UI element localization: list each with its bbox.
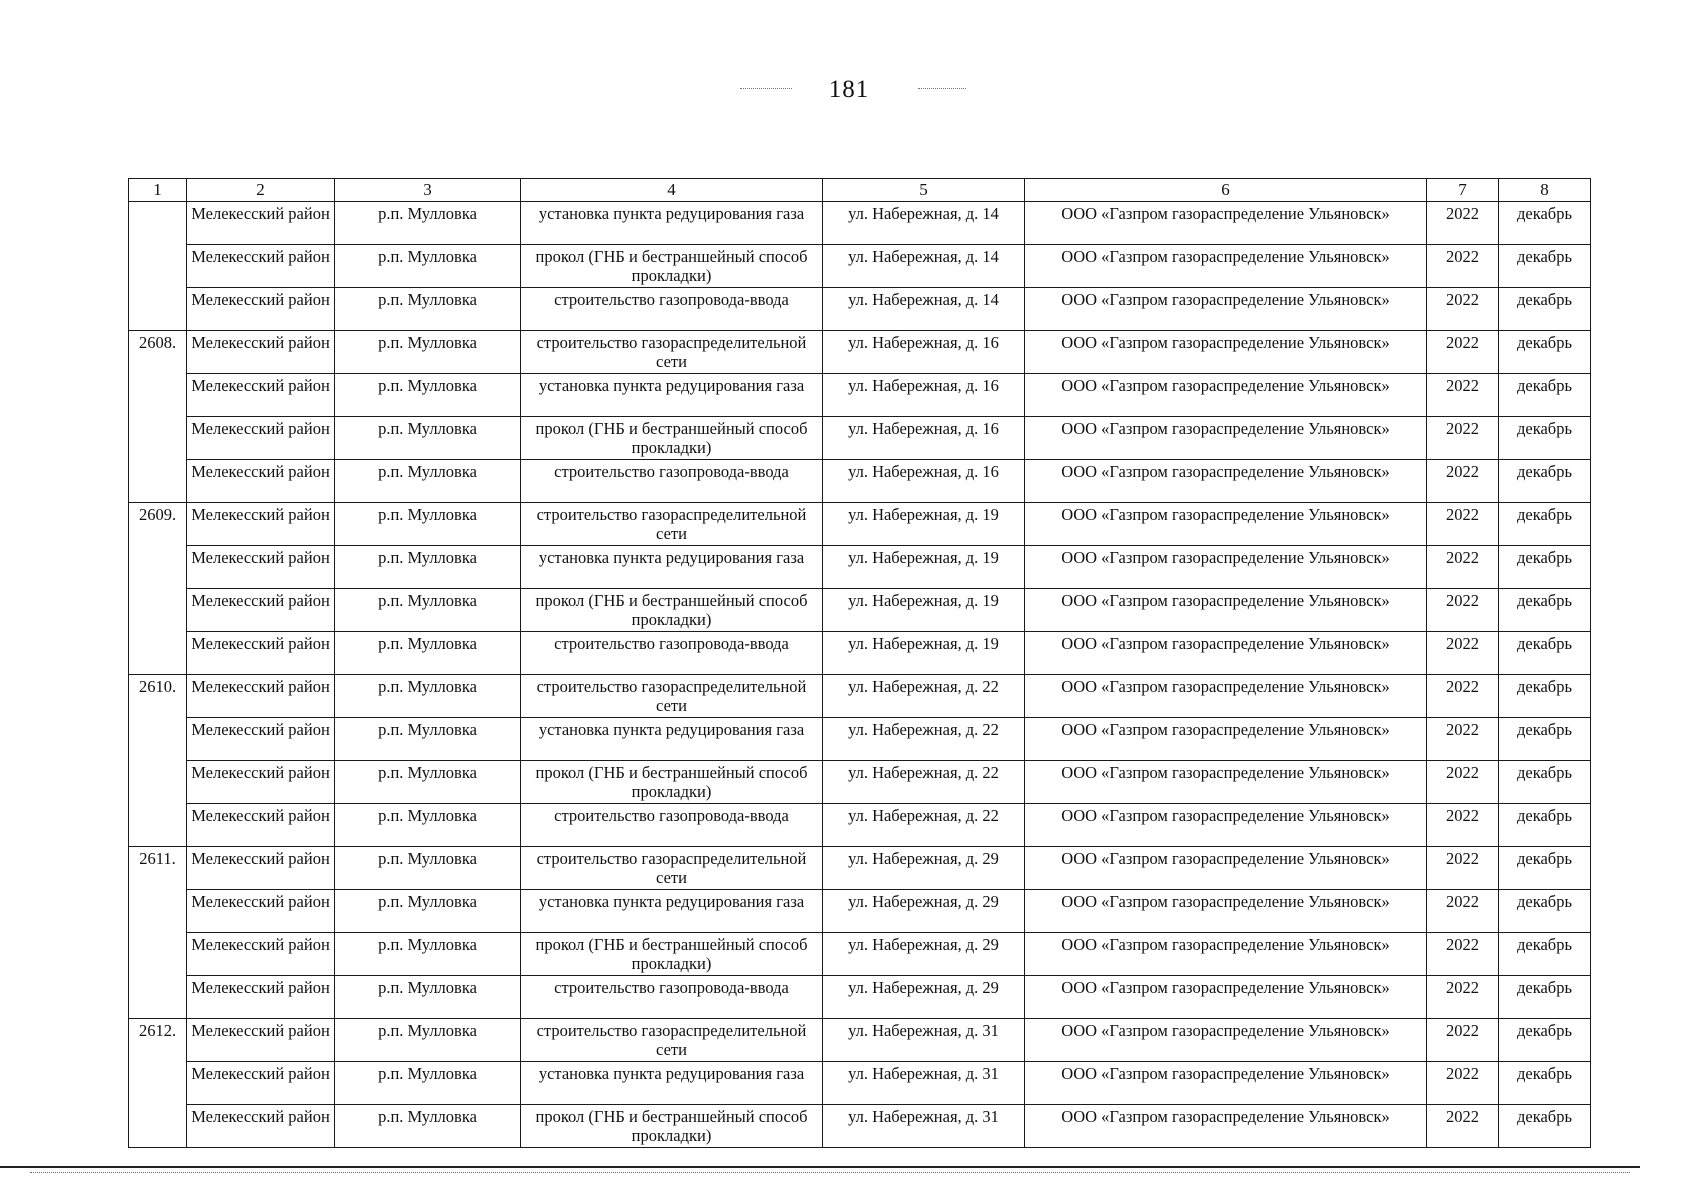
year-cell: 2022 <box>1427 976 1499 1019</box>
year-cell: 2022 <box>1427 933 1499 976</box>
month-cell: декабрь <box>1499 890 1591 933</box>
work-type-cell: строительство газораспределительной сети <box>521 503 823 546</box>
settlement-cell: р.п. Мулловка <box>335 202 521 245</box>
year-cell: 2022 <box>1427 718 1499 761</box>
work-type-cell: прокол (ГНБ и бестраншейный способ прокладки) <box>521 933 823 976</box>
row-number-cell <box>129 417 187 460</box>
work-type-cell: строительство газопровода-ввода <box>521 976 823 1019</box>
address-cell: ул. Набережная, д. 31 <box>823 1019 1025 1062</box>
year-cell: 2022 <box>1427 675 1499 718</box>
work-type-cell: строительство газопровода-ввода <box>521 460 823 503</box>
district-cell: Мелекесский район <box>187 1062 335 1105</box>
address-cell: ул. Набережная, д. 22 <box>823 761 1025 804</box>
work-type-cell: строительство газопровода-ввода <box>521 288 823 331</box>
district-cell: Мелекесский район <box>187 847 335 890</box>
month-cell: декабрь <box>1499 675 1591 718</box>
table-row <box>129 675 1591 718</box>
district-cell: Мелекесский район <box>187 331 335 374</box>
row-number-cell: 2612. <box>129 1019 187 1062</box>
year-cell: 2022 <box>1427 288 1499 331</box>
column-header: 5 <box>823 179 1025 202</box>
year-cell: 2022 <box>1427 761 1499 804</box>
row-number-cell <box>129 933 187 976</box>
district-cell: Мелекесский район <box>187 202 335 245</box>
row-number-cell <box>129 1062 187 1105</box>
row-number-cell <box>129 804 187 847</box>
organization-cell: ООО «Газпром газораспределение Ульяновск» <box>1025 675 1427 718</box>
organization-cell: ООО «Газпром газораспределение Ульяновск» <box>1025 374 1427 417</box>
month-cell: декабрь <box>1499 718 1591 761</box>
table-row <box>129 331 1591 374</box>
settlement-cell: р.п. Мулловка <box>335 546 521 589</box>
organization-cell: ООО «Газпром газораспределение Ульяновск» <box>1025 718 1427 761</box>
district-cell: Мелекесский район <box>187 804 335 847</box>
organization-cell: ООО «Газпром газораспределение Ульяновск» <box>1025 331 1427 374</box>
row-number-cell <box>129 976 187 1019</box>
row-number-cell <box>129 460 187 503</box>
district-cell: Мелекесский район <box>187 374 335 417</box>
settlement-cell: р.п. Мулловка <box>335 804 521 847</box>
month-cell: декабрь <box>1499 288 1591 331</box>
work-type-cell: установка пункта редуцирования газа <box>521 546 823 589</box>
column-header: 2 <box>187 179 335 202</box>
work-type-cell: строительство газораспределительной сети <box>521 847 823 890</box>
table-row <box>129 847 1591 890</box>
district-cell: Мелекесский район <box>187 460 335 503</box>
settlement-cell: р.п. Мулловка <box>335 288 521 331</box>
page-number: 181 <box>828 76 870 103</box>
address-cell: ул. Набережная, д. 22 <box>823 718 1025 761</box>
organization-cell: ООО «Газпром газораспределение Ульяновск» <box>1025 589 1427 632</box>
address-cell: ул. Набережная, д. 16 <box>823 374 1025 417</box>
row-number-cell <box>129 546 187 589</box>
gasification-table <box>128 178 1591 1148</box>
month-cell: декабрь <box>1499 331 1591 374</box>
district-cell: Мелекесский район <box>187 1105 335 1148</box>
table-body <box>129 202 1591 1148</box>
year-cell: 2022 <box>1427 804 1499 847</box>
month-cell: декабрь <box>1499 589 1591 632</box>
table-row <box>129 1062 1591 1105</box>
settlement-cell: р.п. Мулловка <box>335 589 521 632</box>
year-cell: 2022 <box>1427 546 1499 589</box>
district-cell: Мелекесский район <box>187 632 335 675</box>
settlement-cell: р.п. Мулловка <box>335 331 521 374</box>
address-cell: ул. Набережная, д. 14 <box>823 202 1025 245</box>
district-cell: Мелекесский район <box>187 718 335 761</box>
work-type-cell: прокол (ГНБ и бестраншейный способ прокладки) <box>521 417 823 460</box>
settlement-cell: р.п. Мулловка <box>335 1062 521 1105</box>
organization-cell: ООО «Газпром газораспределение Ульяновск» <box>1025 804 1427 847</box>
table-row <box>129 460 1591 503</box>
row-number-cell <box>129 1105 187 1148</box>
table-row <box>129 933 1591 976</box>
year-cell: 2022 <box>1427 245 1499 288</box>
table-row <box>129 890 1591 933</box>
month-cell: декабрь <box>1499 847 1591 890</box>
column-header: 4 <box>521 179 823 202</box>
district-cell: Мелекесский район <box>187 1019 335 1062</box>
column-header: 7 <box>1427 179 1499 202</box>
district-cell: Мелекесский район <box>187 890 335 933</box>
year-cell: 2022 <box>1427 374 1499 417</box>
table-header-row <box>129 179 1591 202</box>
organization-cell: ООО «Газпром газораспределение Ульяновск» <box>1025 503 1427 546</box>
settlement-cell: р.п. Мулловка <box>335 761 521 804</box>
row-number-cell <box>129 202 187 245</box>
month-cell: декабрь <box>1499 1019 1591 1062</box>
district-cell: Мелекесский район <box>187 761 335 804</box>
settlement-cell: р.п. Мулловка <box>335 933 521 976</box>
organization-cell: ООО «Газпром газораспределение Ульяновск» <box>1025 976 1427 1019</box>
organization-cell: ООО «Газпром газораспределение Ульяновск» <box>1025 632 1427 675</box>
organization-cell: ООО «Газпром газораспределение Ульяновск» <box>1025 890 1427 933</box>
district-cell: Мелекесский район <box>187 933 335 976</box>
column-header: 3 <box>335 179 521 202</box>
organization-cell: ООО «Газпром газораспределение Ульяновск» <box>1025 460 1427 503</box>
row-number-cell: 2608. <box>129 331 187 374</box>
address-cell: ул. Набережная, д. 22 <box>823 804 1025 847</box>
table-row <box>129 761 1591 804</box>
bottom-rule-dotted <box>30 1172 1630 1173</box>
settlement-cell: р.п. Мулловка <box>335 847 521 890</box>
month-cell: декабрь <box>1499 933 1591 976</box>
organization-cell: ООО «Газпром газораспределение Ульяновск» <box>1025 202 1427 245</box>
organization-cell: ООО «Газпром газораспределение Ульяновск» <box>1025 1062 1427 1105</box>
bottom-rule <box>0 1166 1640 1168</box>
address-cell: ул. Набережная, д. 29 <box>823 976 1025 1019</box>
work-type-cell: строительство газораспределительной сети <box>521 331 823 374</box>
row-number-cell <box>129 718 187 761</box>
year-cell: 2022 <box>1427 890 1499 933</box>
year-cell: 2022 <box>1427 331 1499 374</box>
district-cell: Мелекесский район <box>187 417 335 460</box>
work-type-cell: прокол (ГНБ и бестраншейный способ прокладки) <box>521 761 823 804</box>
row-number-cell <box>129 632 187 675</box>
month-cell: декабрь <box>1499 546 1591 589</box>
month-cell: декабрь <box>1499 374 1591 417</box>
table-row <box>129 976 1591 1019</box>
table-row <box>129 503 1591 546</box>
year-cell: 2022 <box>1427 1062 1499 1105</box>
district-cell: Мелекесский район <box>187 503 335 546</box>
year-cell: 2022 <box>1427 1019 1499 1062</box>
month-cell: декабрь <box>1499 503 1591 546</box>
year-cell: 2022 <box>1427 202 1499 245</box>
address-cell: ул. Набережная, д. 14 <box>823 245 1025 288</box>
year-cell: 2022 <box>1427 632 1499 675</box>
work-type-cell: строительство газопровода-ввода <box>521 804 823 847</box>
table-row <box>129 245 1591 288</box>
address-cell: ул. Набережная, д. 31 <box>823 1062 1025 1105</box>
settlement-cell: р.п. Мулловка <box>335 503 521 546</box>
year-cell: 2022 <box>1427 847 1499 890</box>
organization-cell: ООО «Газпром газораспределение Ульяновск» <box>1025 761 1427 804</box>
month-cell: декабрь <box>1499 460 1591 503</box>
table-row <box>129 417 1591 460</box>
row-number-cell: 2611. <box>129 847 187 890</box>
table-row <box>129 288 1591 331</box>
column-header: 6 <box>1025 179 1427 202</box>
year-cell: 2022 <box>1427 1105 1499 1148</box>
row-number-cell: 2610. <box>129 675 187 718</box>
settlement-cell: р.п. Мулловка <box>335 718 521 761</box>
settlement-cell: р.п. Мулловка <box>335 675 521 718</box>
row-number-cell <box>129 761 187 804</box>
table-row <box>129 718 1591 761</box>
settlement-cell: р.п. Мулловка <box>335 976 521 1019</box>
settlement-cell: р.п. Мулловка <box>335 890 521 933</box>
year-cell: 2022 <box>1427 503 1499 546</box>
table-row <box>129 589 1591 632</box>
work-type-cell: установка пункта редуцирования газа <box>521 374 823 417</box>
address-cell: ул. Набережная, д. 19 <box>823 546 1025 589</box>
district-cell: Мелекесский район <box>187 288 335 331</box>
table-row <box>129 804 1591 847</box>
settlement-cell: р.п. Мулловка <box>335 374 521 417</box>
month-cell: декабрь <box>1499 804 1591 847</box>
address-cell: ул. Набережная, д. 29 <box>823 847 1025 890</box>
row-number-cell <box>129 245 187 288</box>
address-cell: ул. Набережная, д. 29 <box>823 890 1025 933</box>
work-type-cell: строительство газопровода-ввода <box>521 632 823 675</box>
district-cell: Мелекесский район <box>187 976 335 1019</box>
scan-artifact-right <box>918 88 966 91</box>
row-number-cell <box>129 589 187 632</box>
settlement-cell: р.п. Мулловка <box>335 245 521 288</box>
organization-cell: ООО «Газпром газораспределение Ульяновск» <box>1025 288 1427 331</box>
year-cell: 2022 <box>1427 589 1499 632</box>
table-row <box>129 632 1591 675</box>
settlement-cell: р.п. Мулловка <box>335 1019 521 1062</box>
month-cell: декабрь <box>1499 417 1591 460</box>
month-cell: декабрь <box>1499 1062 1591 1105</box>
settlement-cell: р.п. Мулловка <box>335 632 521 675</box>
address-cell: ул. Набережная, д. 19 <box>823 503 1025 546</box>
organization-cell: ООО «Газпром газораспределение Ульяновск» <box>1025 1019 1427 1062</box>
month-cell: декабрь <box>1499 245 1591 288</box>
organization-cell: ООО «Газпром газораспределение Ульяновск» <box>1025 546 1427 589</box>
address-cell: ул. Набережная, д. 16 <box>823 331 1025 374</box>
district-cell: Мелекесский район <box>187 589 335 632</box>
work-type-cell: установка пункта редуцирования газа <box>521 890 823 933</box>
organization-cell: ООО «Газпром газораспределение Ульяновск» <box>1025 417 1427 460</box>
month-cell: декабрь <box>1499 632 1591 675</box>
column-header: 1 <box>129 179 187 202</box>
row-number-cell <box>129 890 187 933</box>
work-type-cell: установка пункта редуцирования газа <box>521 718 823 761</box>
scan-artifact-left <box>740 88 792 91</box>
work-type-cell: прокол (ГНБ и бестраншейный способ прокладки) <box>521 1105 823 1148</box>
address-cell: ул. Набережная, д. 14 <box>823 288 1025 331</box>
month-cell: декабрь <box>1499 1105 1591 1148</box>
work-type-cell: установка пункта редуцирования газа <box>521 202 823 245</box>
table-row <box>129 374 1591 417</box>
district-cell: Мелекесский район <box>187 245 335 288</box>
address-cell: ул. Набережная, д. 16 <box>823 460 1025 503</box>
address-cell: ул. Набережная, д. 19 <box>823 589 1025 632</box>
address-cell: ул. Набережная, д. 22 <box>823 675 1025 718</box>
settlement-cell: р.п. Мулловка <box>335 460 521 503</box>
work-type-cell: прокол (ГНБ и бестраншейный способ прокладки) <box>521 245 823 288</box>
district-cell: Мелекесский район <box>187 675 335 718</box>
month-cell: декабрь <box>1499 761 1591 804</box>
organization-cell: ООО «Газпром газораспределение Ульяновск» <box>1025 245 1427 288</box>
address-cell: ул. Набережная, д. 31 <box>823 1105 1025 1148</box>
table-row <box>129 546 1591 589</box>
settlement-cell: р.п. Мулловка <box>335 1105 521 1148</box>
year-cell: 2022 <box>1427 460 1499 503</box>
work-type-cell: строительство газораспределительной сети <box>521 1019 823 1062</box>
row-number-cell <box>129 374 187 417</box>
address-cell: ул. Набережная, д. 29 <box>823 933 1025 976</box>
district-cell: Мелекесский район <box>187 546 335 589</box>
address-cell: ул. Набережная, д. 19 <box>823 632 1025 675</box>
year-cell: 2022 <box>1427 417 1499 460</box>
month-cell: декабрь <box>1499 976 1591 1019</box>
row-number-cell <box>129 288 187 331</box>
table-row <box>129 202 1591 245</box>
month-cell: декабрь <box>1499 202 1591 245</box>
table-row <box>129 1105 1591 1148</box>
column-header: 8 <box>1499 179 1591 202</box>
table-row <box>129 1019 1591 1062</box>
row-number-cell: 2609. <box>129 503 187 546</box>
settlement-cell: р.п. Мулловка <box>335 417 521 460</box>
address-cell: ул. Набережная, д. 16 <box>823 417 1025 460</box>
work-type-cell: установка пункта редуцирования газа <box>521 1062 823 1105</box>
organization-cell: ООО «Газпром газораспределение Ульяновск» <box>1025 933 1427 976</box>
work-type-cell: строительство газораспределительной сети <box>521 675 823 718</box>
organization-cell: ООО «Газпром газораспределение Ульяновск» <box>1025 1105 1427 1148</box>
organization-cell: ООО «Газпром газораспределение Ульяновск» <box>1025 847 1427 890</box>
work-type-cell: прокол (ГНБ и бестраншейный способ прокладки) <box>521 589 823 632</box>
